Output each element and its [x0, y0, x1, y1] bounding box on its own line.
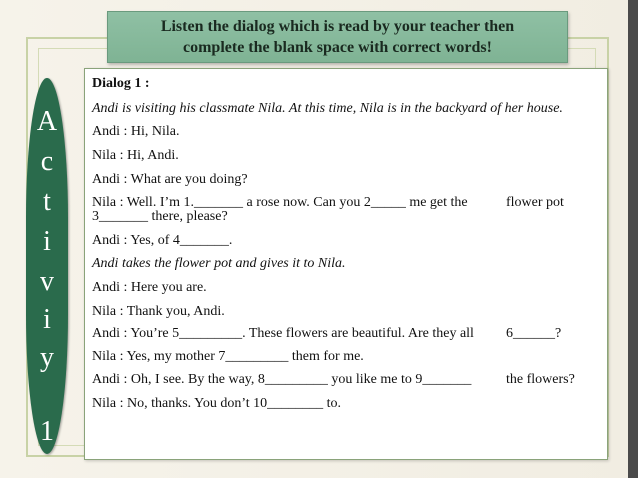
instruction-line-2: complete the blank space with correct words! [183, 39, 492, 56]
dialog-line: Andi : Yes, of 4_______. [92, 233, 233, 248]
right-edge-strip [628, 0, 638, 478]
dialog-line: Nila : Yes, my mother 7_________ them for me. [92, 349, 364, 364]
dialog-line: Andi : You’re 5_________. These flowers are beautiful. Are they all [92, 326, 474, 341]
activity-letter: y [40, 342, 54, 373]
dialog-line: Andi : Here you are. [92, 280, 207, 295]
dialog-line: Nila : Hi, Andi. [92, 148, 179, 163]
dialog-line-tail: 6______? [506, 326, 562, 341]
instruction-line-1: Listen the dialog which is read by your teacher then [160, 18, 515, 35]
activity-letter: i [43, 304, 51, 335]
activity-letter: t [43, 186, 51, 217]
dialog-line: Nila : Well. I’m 1._______ a rose now. Can you 2_____ me get the [92, 195, 468, 210]
dialog-line: Andi : Oh, I see. By the way, 8_________ you like me to 9_______ [92, 372, 472, 387]
activity-letter: A [36, 106, 58, 137]
dialog-line: Nila : Thank you, Andi. [92, 304, 225, 319]
dialog-line: 3_______ there, please? [92, 209, 228, 224]
dialog-line: Andi : What are you doing? [92, 172, 248, 187]
instruction-banner [107, 11, 568, 63]
activity-letter: c [40, 146, 54, 177]
instruction-text [128, 16, 548, 58]
activity-letter: 1 [40, 416, 54, 447]
activity-letter: v [40, 266, 54, 297]
action-description: Andi takes the flower pot and gives it to Nila. [92, 256, 346, 271]
dialog-title: Dialog 1 : [92, 76, 150, 91]
scene-description: Andi is visiting his classmate Nila. At this time, Nila is in the backyard of her house. [92, 101, 563, 116]
dialog-line: Nila : No, thanks. You don’t 10________ to. [92, 396, 342, 411]
dialog-line-tail: the flowers? [506, 372, 575, 387]
activity-letter: i [43, 226, 51, 257]
dialog-line-tail: flower pot [506, 195, 564, 210]
dialog-line: Andi : Hi, Nila. [92, 124, 180, 139]
